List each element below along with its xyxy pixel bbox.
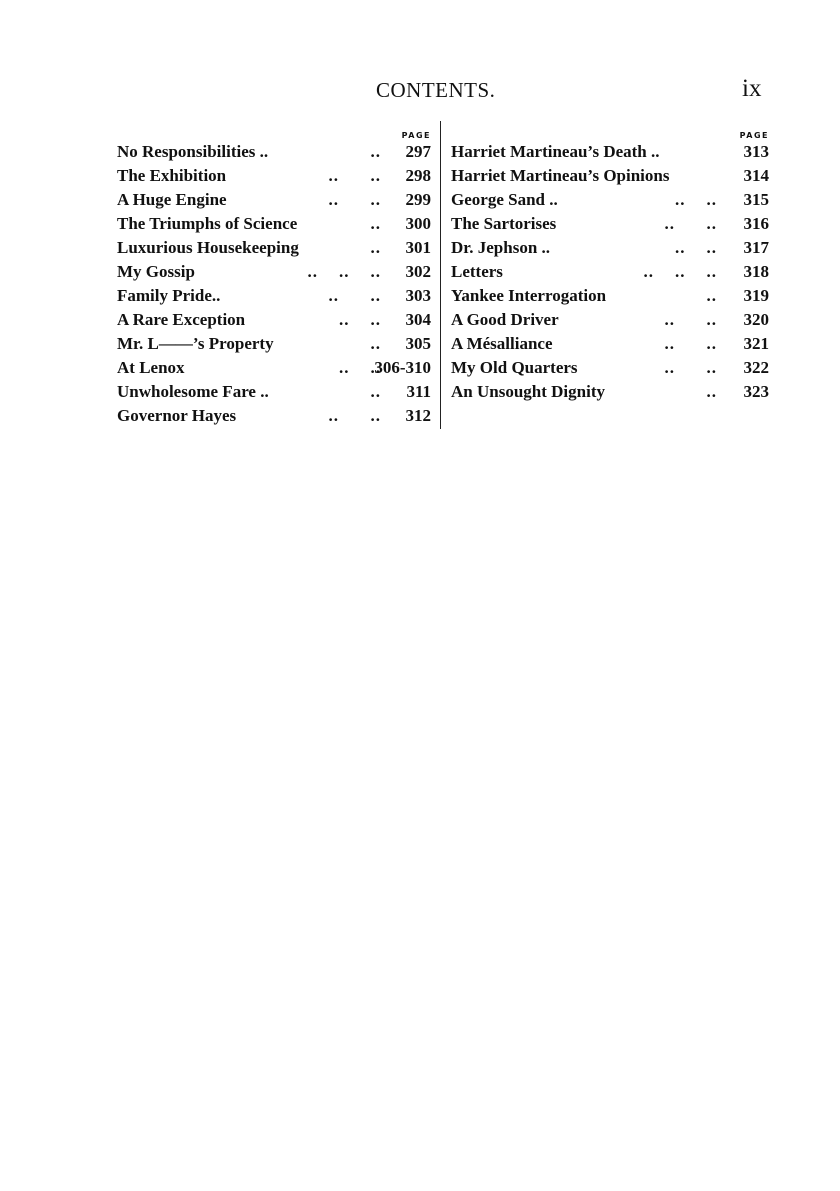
contents-entry: [117, 284, 433, 308]
entry-leader-dots: .. ..: [675, 238, 717, 257]
entry-page-number: 313: [743, 142, 769, 161]
contents-entry: [451, 260, 769, 284]
entry-title: Yankee Interrogation: [451, 286, 607, 305]
entry-leader-dots: .. ..: [664, 358, 717, 377]
entry-title: No Responsibilities ..: [117, 142, 269, 161]
contents-entry: [451, 284, 769, 308]
entry-page-number: 304: [405, 310, 431, 329]
entry-leader-dots: .. ..: [664, 334, 717, 353]
entry-page-number: 300: [405, 214, 431, 233]
entry-title: My Old Quarters: [451, 358, 578, 377]
entry-title: Harriet Martineau’s Death ..: [451, 142, 660, 161]
entry-leader-dots: .. ..: [664, 214, 717, 233]
entry-title: Family Pride..: [117, 286, 221, 305]
entry-page-number: 305: [405, 334, 431, 353]
contents-entry: [117, 212, 433, 236]
contents-entry: [117, 164, 433, 188]
contents-column-left: [117, 120, 433, 428]
entry-page-number: 323: [743, 382, 769, 401]
entry-page-number: 321: [743, 334, 769, 353]
page-column-heading-label: PAGE: [401, 131, 431, 140]
entry-leader-dots: .. ..: [339, 358, 381, 377]
contents-entry: [451, 332, 769, 356]
contents-list-right: [451, 140, 769, 404]
contents-entry: [117, 332, 433, 356]
entry-title: A Rare Exception: [117, 310, 246, 329]
entry-title: Dr. Jephson ..: [451, 238, 551, 257]
entry-page-number: 315: [743, 190, 769, 209]
entry-page-number: 297: [405, 142, 431, 161]
entry-leader-dots: ..: [370, 334, 381, 353]
entry-title: A Huge Engine: [117, 190, 227, 209]
entry-title: A Good Driver: [451, 310, 559, 329]
entry-leader-dots: .. ..: [339, 310, 381, 329]
contents-column-right: [451, 120, 769, 404]
entry-page-number: 301: [405, 238, 431, 257]
page-number: ix: [742, 75, 762, 102]
contents-entry: [451, 164, 769, 188]
contents-entry: [451, 356, 769, 380]
contents-entry: [117, 260, 433, 284]
entry-page-number: 322: [743, 358, 769, 377]
entry-title: A Mésalliance: [451, 334, 553, 353]
entry-page-number: 306-310: [374, 358, 431, 377]
entry-page-number: 316: [743, 214, 769, 233]
entry-title: My Gossip: [117, 262, 195, 281]
entry-title: An Unsought Dignity: [451, 382, 605, 401]
entry-page-number: 302: [405, 262, 431, 281]
contents-entry: [451, 212, 769, 236]
page-column-heading-label: PAGE: [739, 131, 769, 140]
entry-page-number: 312: [405, 406, 431, 425]
page-title: CONTENTS.: [376, 78, 496, 102]
entry-leader-dots: ..: [370, 142, 381, 161]
entry-page-number: 319: [743, 286, 769, 305]
entry-title: Unwholesome Fare ..: [117, 382, 269, 401]
entry-title: Luxurious Housekeeping: [117, 238, 299, 257]
entry-leader-dots: .. ..: [675, 190, 717, 209]
entry-leader-dots: ..: [370, 214, 381, 233]
contents-entry: [117, 140, 433, 164]
entry-page-number: 298: [405, 166, 431, 185]
contents-entry: [451, 308, 769, 332]
contents-list-left: [117, 140, 433, 428]
entry-page-number: 317: [743, 238, 769, 257]
entry-page-number: 311: [406, 382, 431, 401]
entry-title: Mr. L——’s Property: [117, 334, 274, 353]
column-divider: [440, 121, 441, 429]
contents-entry: [451, 236, 769, 260]
entry-page-number: 320: [743, 310, 769, 329]
contents-entry: [117, 380, 433, 404]
contents-entry: [451, 140, 769, 164]
entry-page-number: 314: [743, 166, 769, 185]
entry-leader-dots: .. .. ..: [643, 262, 717, 281]
entry-title: At Lenox: [117, 358, 185, 377]
page-column-heading: [117, 120, 433, 140]
entry-leader-dots: ..: [370, 382, 381, 401]
entry-page-number: 303: [405, 286, 431, 305]
contents-entry: [117, 236, 433, 260]
entry-title: The Triumphs of Science: [117, 214, 298, 233]
entry-leader-dots: ..: [370, 238, 381, 257]
entry-title: Harriet Martineau’s Opinions: [451, 166, 670, 185]
entry-page-number: 318: [743, 262, 769, 281]
entry-leader-dots: .. ..: [328, 166, 381, 185]
page-column-heading: [451, 120, 769, 140]
contents-entry: [117, 188, 433, 212]
contents-entry: [117, 308, 433, 332]
entry-leader-dots: ..: [706, 382, 717, 401]
contents-entry: [451, 188, 769, 212]
entry-leader-dots: .. ..: [328, 190, 381, 209]
page-header: [0, 75, 840, 108]
entry-title: The Sartorises: [451, 214, 557, 233]
entry-title: George Sand ..: [451, 190, 558, 209]
entry-title: Letters: [451, 262, 503, 281]
contents-entry: [117, 404, 433, 428]
entry-leader-dots: .. .. ..: [307, 262, 381, 281]
entry-title: Governor Hayes: [117, 406, 237, 425]
entry-leader-dots: .. ..: [664, 310, 717, 329]
contents-entry: [451, 380, 769, 404]
entry-leader-dots: ..: [706, 286, 717, 305]
entry-page-number: 299: [405, 190, 431, 209]
contents-entry: [117, 356, 433, 380]
entry-leader-dots: .. ..: [328, 406, 381, 425]
entry-title: The Exhibition: [117, 166, 227, 185]
entry-leader-dots: .. ..: [328, 286, 381, 305]
